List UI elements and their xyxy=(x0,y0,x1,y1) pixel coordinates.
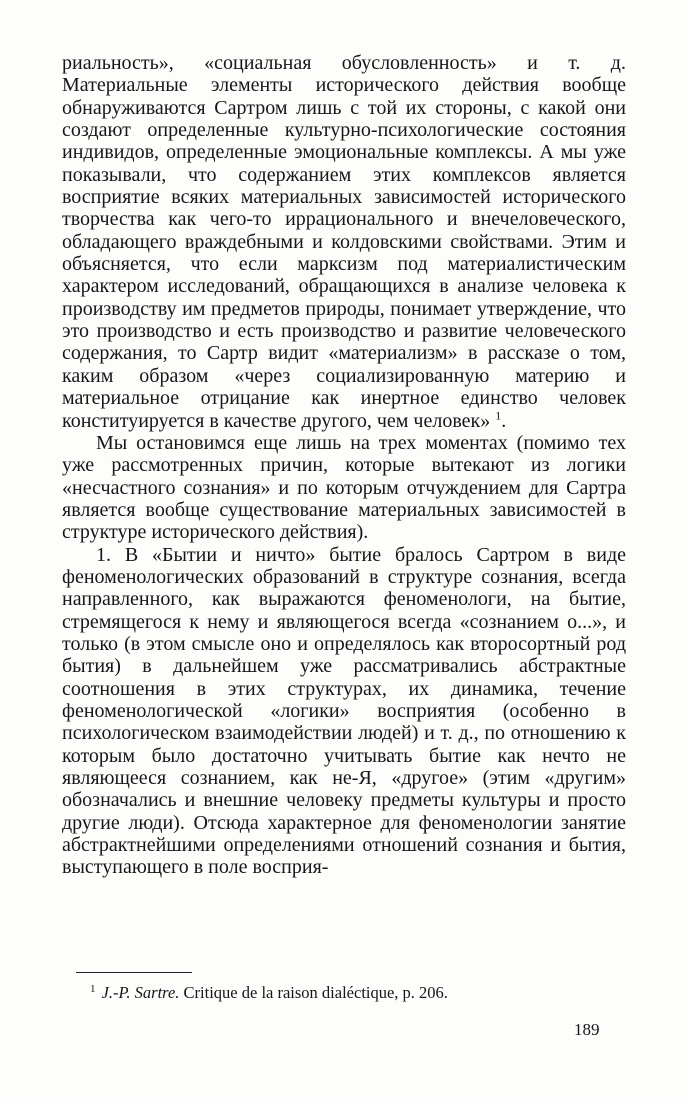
footnote-text: Critique de la raison dialéctique, p. 206. xyxy=(183,983,448,1002)
paragraph-3 xyxy=(62,544,626,879)
paragraph-3-text: 1. В «Бытии и ничто» бытие бралось Сартром в виде феноменологических образований в структуре сознания, всегда направленного, как выражаются феноменологи, на бытие, стремящегося к нему и являющегося всегда «сознанием о...», и только (в этом смысле оно и определялось как второсортный род бытия) в дальнейшем уже рассматривались абстрактные соотношения в этих структурах, их динамика, течение феноменологической «логики» восприятия (особенно в психологическом взаимодействии людей) и т. д., по отношению к которым было достаточно учитывать бытие как нечто не являющееся сознанием, как не-Я, «другое» (этим «другим» обозначались и внешние человеку предметы культуры и просто другие люди). Отсюда характерное для феноменологии занятие абстрактнейшими определениями отношений сознания и бытия, выступающего в поле восприя- xyxy=(62,543,626,879)
paragraph-1-text: риальность», «социальная обусловленность» и т. д. Материальные элементы исторического действия вообще обнаруживаются Сартром лишь с той их стороны, с какой они создают определенные культурно-психологические состояния индивидов, определенные эмоциональные комплексы. А мы уже показывали, что содержанием этих комплексов является восприятие всяких материальных зависимостей исторического творчества как чего-то иррационального и внечеловеческого, обладающего враждебными и колдовскими свойствами. Этим и объясняется, что если марксизм под материалистическим характером исследований, обращающихся в анализе человека к производству им предметов природы, понимает утверждение, что это производство и есть производство и развитие человеческого содержания, то Сартр видит «материализм» в рассказе о том, каким образом «через социализированную материю и материальное отрицание как инертное единство человек конституируется в качестве другого, чем человек» xyxy=(62,52,626,432)
footnote xyxy=(90,983,630,1003)
main-text xyxy=(62,52,626,879)
footnote-number: 1 xyxy=(90,982,96,995)
page-number: 189 xyxy=(574,1020,600,1039)
paragraph-1: риальность», «социальная обусловленность» и т. д. Материальные элементы исторического действия вообще обнаруживаются Сартром лишь с той их стороны, с какой они создают определенные культурно-психологические состояния индивидов, определенные эмоциональные комплексы. А мы уже показывали, что содержанием этих комплексов является восприятие всяких материальных зависимостей исторического творчества как чего-то иррационального и внечеловеческого, обладающего враждебными и колдовскими свойствами. Этим и объясняется, что если марксизм под материалистическим характером исследований, обращающихся в анализе человека к производству им предметов природы, понимает утверждение, что это производство и есть производство и развитие человеческого содержания, то Сартр видит «материализм» в рассказе о том, каким образом «через социализированную материю и материальное отрицание как инертное единство человек конституируется в качестве другого, чем человек» $^1$. xyxy=(62,52,626,432)
paragraph-2 xyxy=(62,432,626,544)
footnote-reference: 1 xyxy=(495,407,502,422)
footnote-divider xyxy=(76,972,192,973)
paragraph-2-text: Мы остановимся еще лишь на трех моментах (помимо тех уже рассмотренных причин, которые вытекают из логики «несчастного сознания» и по которым отчуждением для Сартра является вообще существование материальных зависимостей в структуре исторического действия). xyxy=(62,431,626,544)
footnote-author: J.-P. Sartre. xyxy=(101,983,180,1002)
